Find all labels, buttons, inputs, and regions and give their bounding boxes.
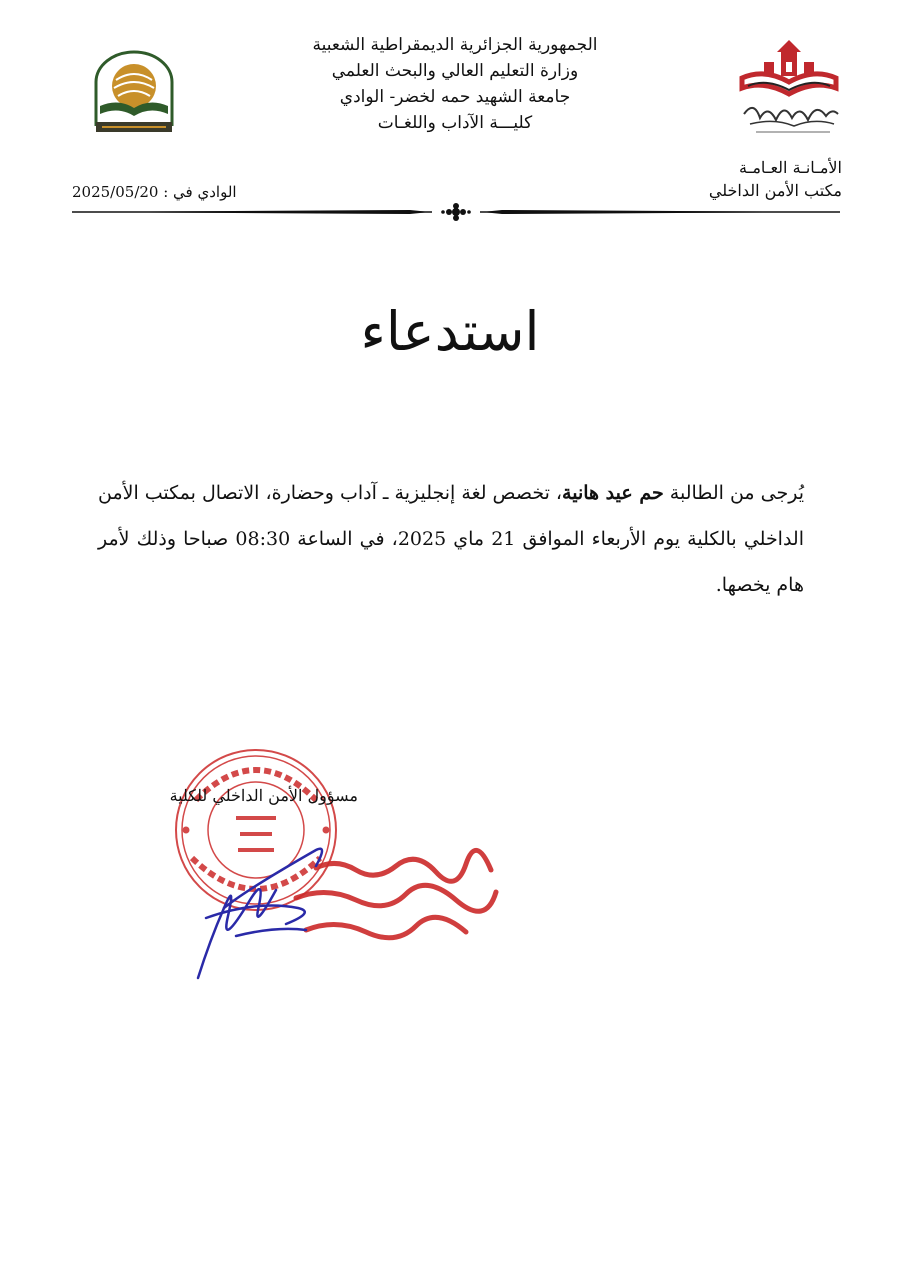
signature-label: مسؤول الأمن الداخلي للكلية (169, 786, 358, 805)
office-block (672, 156, 842, 202)
header-line: وزارة التعليم العالي والبحث العلمي (331, 61, 579, 81)
faculty-logo (734, 38, 844, 150)
header-institution-lines (270, 32, 640, 136)
header-line: جامعة الشهيد حمه لخضر- الوادي (339, 87, 571, 107)
office-line: مكتب الأمن الداخلي (708, 181, 842, 200)
student-name: حم عيد هانية (562, 482, 664, 504)
header-line: الجمهورية الجزائرية الديمقراطية الشعبية (312, 35, 598, 55)
header-line: كليـــة الآداب واللغـات (377, 113, 533, 133)
ornamental-divider (70, 203, 842, 221)
official-stamp (166, 740, 506, 990)
university-logo (86, 48, 182, 140)
office-line: الأمـانـة العـامـة (739, 158, 842, 177)
body-prefix: يُرجى من الطالبة (663, 482, 804, 504)
document-title: استدعاء (360, 300, 540, 363)
date-line: الوادي في : 2025/05/20 (72, 183, 237, 201)
summons-body (98, 470, 804, 608)
body-suffix: ، تخصص لغة إنجليزية ـ آداب وحضارة، الاتصال بمكتب الأمن الداخلي بالكلية يوم الأربعاء الموافق 21 ماي 2025، في الساعة 08:30 صباحا وذلك لأمر هام يخصها. (97, 482, 805, 596)
